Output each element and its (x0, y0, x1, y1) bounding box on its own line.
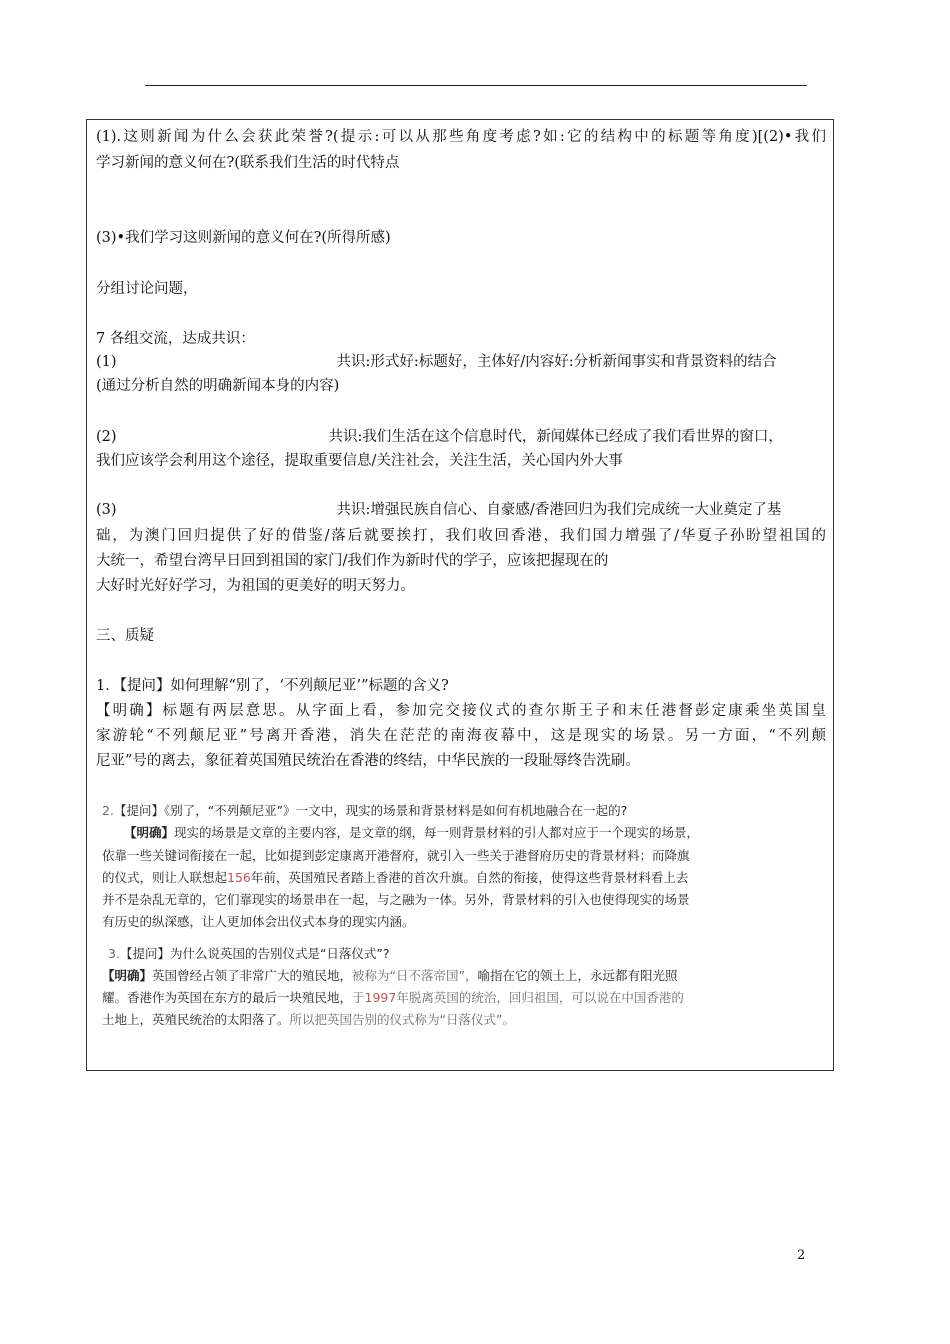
consensus-1-line-2: (通过分析自然的明确新闻本身的内容) (96, 378, 340, 394)
page-number: 2 (797, 1248, 806, 1263)
q2-answer-line-4: 并不是杂乱无章的，它们靠现实的场景串在一起，与之融为一体。另外，背景材料的引入也使得现实的场景 (102, 892, 690, 907)
consensus-1-text: 共识:形式好:标题好，主体好/内容好:分析新闻事实和背景资料的结合 (336, 354, 777, 370)
q2-answer-line-2: 依靠一些关键词衔接在一起，比如提到彭定康离开港督府，就引入一些关于港督府历史的背景材料；而降旗 (102, 848, 690, 863)
question-1-line-1: (1).这则新闻为什么会获此荣誉?(提示:可以从那些角度考虑?如:它的结构中的标题等角度)[(2)•我们 (96, 129, 826, 145)
q3-answer-1b: 被称为“日不落帝国”， (352, 968, 478, 983)
consensus-3-line-3: 大统一，希望台湾早日回到祖国的家门/我们作为新时代的学子，应该把握现在的 (96, 553, 609, 569)
consensus-title: 7 各组交流，达成共识： (96, 331, 255, 347)
consensus-3-line-2: 础，为澳门回归提供了好的借鉴/落后就要挨打，我们收回香港，我们国力增强了/华夏子孙盼望祖国的 (96, 528, 826, 544)
q2-answer-line-1 (124, 822, 699, 844)
q2-num: 2. (102, 803, 114, 818)
consensus-2-num: (2) (96, 429, 117, 445)
q3-answer-2c: 年脱离英国的统治，回归祖国，可以说在中国香港的 (396, 990, 684, 1005)
section-heading: 三、质疑 (96, 628, 154, 644)
consensus-3 (96, 500, 781, 520)
q2-answer-3b: 年前，英国殖民者踏上香港的首次升旗。自然的衔接，使得这些背景材料看上去 (250, 870, 689, 885)
q3-answer-2b: 于 (352, 990, 365, 1005)
group-discuss: 分组讨论问题， (96, 281, 198, 297)
consensus-3-text: 共识:增强民族自信心、自豪感/香港回归为我们完成统一大业奠定了基 (336, 502, 782, 518)
consensus-1 (96, 352, 777, 372)
consensus-2 (96, 427, 783, 447)
q3-answer-line-2 (102, 987, 684, 1009)
q2-answer-1: 现实的场景是文章的主要内容，是文章的纲，每一则背景材料的引人都对应于一个现实的场景， (174, 825, 700, 840)
q3-answer-label: 【明确】 (102, 968, 153, 983)
q3-answer-1a: 英国曾经占领了非常广大的殖民地， (152, 968, 353, 983)
item-1-answer-line-2: 家游轮“不列颠尼亚”号离开香港，消失在茫茫的南海夜幕中，这是现实的场景。另一方面，“不列颠 (96, 728, 826, 744)
q3-answer-2num: 1997 (364, 990, 397, 1005)
q3-answer-line-1 (102, 965, 678, 987)
q2-answer-3a: 的仪式，则让人联想起 (102, 870, 228, 885)
q3-text: 【提问】为什么说英国的告别仪式是“日落仪式”? (119, 946, 390, 961)
q3-answer-2: 耀。香港作为英国在东方的最后一块殖民地， (102, 990, 353, 1005)
item-1-answer-line-1: 【明确】标题有两层意思。从字面上看，参加完交接仪式的查尔斯王子和末任港督彭定康乘坐英国皇 (96, 703, 826, 719)
question-3: (3)•我们学习这则新闻的意义何在?(所得所感) (96, 230, 391, 246)
q3-answer-line-3 (102, 1009, 515, 1031)
q2-answer-line-5: 有历史的纵深感，让人更加体会出仪式本身的现实内涵。 (102, 914, 415, 929)
header-rule (145, 85, 807, 86)
consensus-2-text: 共识:我们生活在这个信息时代，新闻媒体已经成了我们看世界的窗口， (328, 429, 783, 445)
q3-num: 3. (108, 946, 120, 961)
q2-answer-3num: 156 (227, 870, 251, 885)
q3-answer-1c: 喻指在它的领土上，永远都有阳光照 (477, 968, 678, 983)
q3-question (108, 943, 390, 965)
q3-answer-3: 土地上，英殖民统治的太阳落了。 (102, 1012, 290, 1027)
q2-text: 【提问】《别了，“不列颠尼亚”》一文中，现实的场景和背景材料是如何有机地融合在一起的? (113, 803, 628, 818)
q2-question (102, 800, 627, 822)
item-1-question: 1．【提问】如何理解“别了，‘不列颠尼亚’”标题的含义? (96, 678, 449, 694)
consensus-3-line-4: 大好时光好好学习，为祖国的更美好的明天努力。 (96, 578, 415, 594)
consensus-2-line-2: 我们应该学会利用这个途径，提取重要信息/关注社会，关注生活，关心国内外大事 (96, 453, 623, 469)
consensus-3-num: (3) (96, 502, 117, 518)
question-1-line-2: 学习新闻的意义何在?(联系我们生活的时代特点 (96, 155, 400, 171)
q3-answer-3b: 所以把英国告别的仪式称为“日落仪式”。 (289, 1012, 515, 1027)
consensus-1-num: (1) (96, 354, 117, 370)
item-1-answer-line-3: 尼亚”号的离去，象征着英国殖民统治在香港的终结，中华民族的一段耻辱终告洗刷。 (96, 753, 640, 769)
q2-answer-label: 【明确】 (124, 825, 175, 840)
q2-answer-line-3 (102, 867, 688, 889)
